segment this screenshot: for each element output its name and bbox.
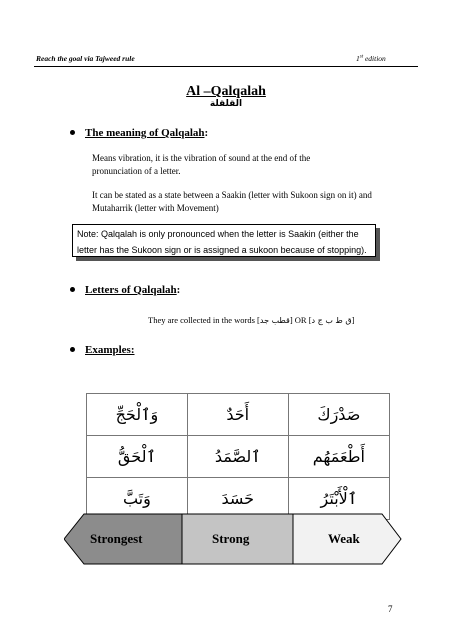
example-cell: ٱلْحَقُّ xyxy=(87,436,188,478)
arabic-title: القلقلة xyxy=(209,99,243,109)
scale-label-weak: Weak xyxy=(328,531,360,546)
note-box: Note: Qalqalah is only pronounced when the letter is Saakin (either the letter has the Sukoon sign or is assigned a sukoon because of stopping). xyxy=(72,224,376,257)
section-meaning-heading: The meaning of Qalqalah: xyxy=(70,127,208,139)
examples-table xyxy=(86,393,390,520)
bullet-icon xyxy=(70,130,75,135)
example-cell: أَطْعَمَهُم xyxy=(288,436,389,478)
header-rule xyxy=(34,66,418,67)
meaning-paragraph-1: Means vibration, it is the vibration of sound at the end of the pronunciation of a letter. xyxy=(92,153,311,176)
running-header-edition: 1st edition xyxy=(356,54,386,63)
page-title: Al –Qalqalah xyxy=(186,84,266,99)
page-number: 7 xyxy=(388,604,393,614)
running-header-title: Reach the goal via Tajweed rule xyxy=(36,54,135,63)
meaning-paragraph-2: It can be stated as a state between a Saakin (letter with Sukoon sign on it) and Mutaharrik (letter with Movement) xyxy=(92,190,372,213)
section-examples-heading: Examples: xyxy=(70,344,135,356)
letters-sentence: They are collected in the words [قطب جد] OR [ق ط ب ج د] xyxy=(148,315,355,325)
example-cell: صَدْرَكَ xyxy=(288,394,389,436)
table-row xyxy=(87,436,390,478)
example-cell: ٱلصَّمَدُ xyxy=(187,436,288,478)
scale-label-strong: Strong xyxy=(212,531,250,546)
scale-label-strongest: Strongest xyxy=(90,531,143,546)
table-row xyxy=(87,394,390,436)
qalqalah-letters: ق ط ب ج د xyxy=(311,316,352,325)
bullet-icon xyxy=(70,287,75,292)
section-letters-heading: Letters of Qalqalah: xyxy=(70,284,180,296)
qalqalah-word: قطب جد xyxy=(259,316,290,325)
example-cell: أَحَدٌ xyxy=(187,394,288,436)
example-cell: وَٱلْحَجِّ xyxy=(87,394,188,436)
example-cell: حَسَدَ xyxy=(187,478,288,520)
bullet-icon xyxy=(70,347,75,352)
example-cell: وَتَبَّ xyxy=(87,478,188,520)
example-cell: ٱلْأَبْتَرُ xyxy=(288,478,389,520)
